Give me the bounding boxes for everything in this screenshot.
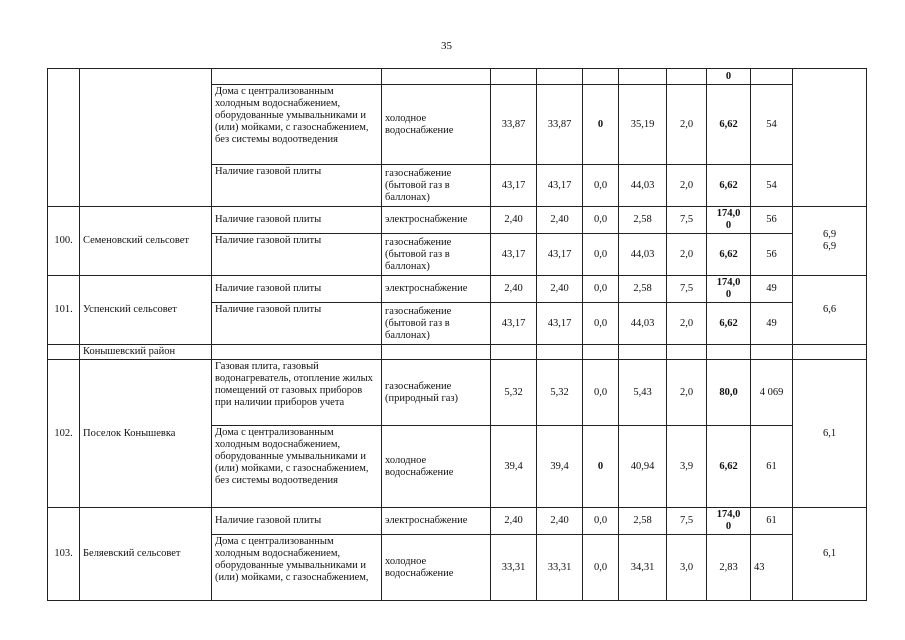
row-number-cell: 100. (48, 207, 80, 276)
row-number-cell: 101. (48, 276, 80, 345)
total-cell: 6,1 (793, 360, 867, 508)
locality-cell: Семеновский сельсовет (80, 207, 212, 276)
table-row (48, 69, 867, 85)
row-number-cell (48, 69, 80, 207)
locality-cell: Поселок Конышевка (80, 360, 212, 508)
district-heading: Конышевский район (80, 345, 212, 360)
row-number-cell: 103. (48, 508, 80, 601)
table-row: Наличие газовой плиты газоснабжение (бытовой газ в баллонах) 43,17 43,17 0,0 44,03 2,0 6,62 49 (48, 303, 867, 345)
page-number: 35 (441, 40, 452, 52)
table-row: Дома с централизованным холодным водоснабжением, оборудованные умывальниками и (или) мойками, с газоснабжением, без системы водоотведения холодное водоснабжение 33,87 33,87 0 35,19 2,0 6,62 54 (48, 85, 867, 165)
value-cell: 0 (707, 69, 751, 85)
locality-cell (80, 69, 212, 207)
table-row (48, 345, 867, 360)
table-row: 100. Семеновский сельсовет Наличие газовой плиты электроснабжение 2,40 2,40 0,0 2,58 7,5 174,0 0 56 6,9 6,9 (48, 207, 867, 234)
description-cell: Дома с централизованным холодным водоснабжением, оборудованные умывальниками и (или) мойками, с газоснабжением, без системы водоотведения (212, 85, 382, 165)
table-row: 102. Поселок Конышевка Газовая плита, газовый водонагреватель, отопление жилых помещений от газовых приборов при наличии приборов учета газоснабжение (природный газ) 5,32 5,32 0,0 5,43 2,0 80,0 4 069 6,1 (48, 360, 867, 426)
locality-cell: Беляевский сельсовет (80, 508, 212, 601)
table-row: Наличие газовой плиты газоснабжение (бытовой газ в баллонах) 43,17 43,17 0,0 44,03 2,0 6,62 56 (48, 234, 867, 276)
table-row: 103. Беляевский сельсовет Наличие газовой плиты электроснабжение 2,40 2,40 0,0 2,58 7,5 174,0 0 61 6,1 (48, 508, 867, 535)
locality-cell: Успенский сельсовет (80, 276, 212, 345)
service-cell: холодное водоснабжение (382, 85, 491, 165)
table-row: 101. Успенский сельсовет Наличие газовой плиты электроснабжение 2,40 2,40 0,0 2,58 7,5 174,0 0 49 6,6 (48, 276, 867, 303)
total-cell: 6,1 (793, 508, 867, 601)
total-cell: 6,9 6,9 (793, 207, 867, 276)
table-row: Дома с централизованным холодным водоснабжением, оборудованные умывальниками и (или) мойками, с газоснабжением, без системы водоотведения холодное водоснабжение 39,4 39,4 0 40,94 3,9 6,62 61 (48, 426, 867, 508)
table-row: Дома с централизованным холодным водоснабжением, оборудованные умывальниками и (или) мойками, с газоснабжением, холодное водоснабжение 33,31 33,31 0,0 34,31 3,0 2,83 43 (48, 535, 867, 601)
table-row: Наличие газовой плиты газоснабжение (бытовой газ в баллонах) 43,17 43,17 0,0 44,03 2,0 6,62 54 (48, 165, 867, 207)
tariff-table (47, 68, 867, 601)
total-cell: 6,6 (793, 276, 867, 345)
row-number-cell: 102. (48, 360, 80, 508)
